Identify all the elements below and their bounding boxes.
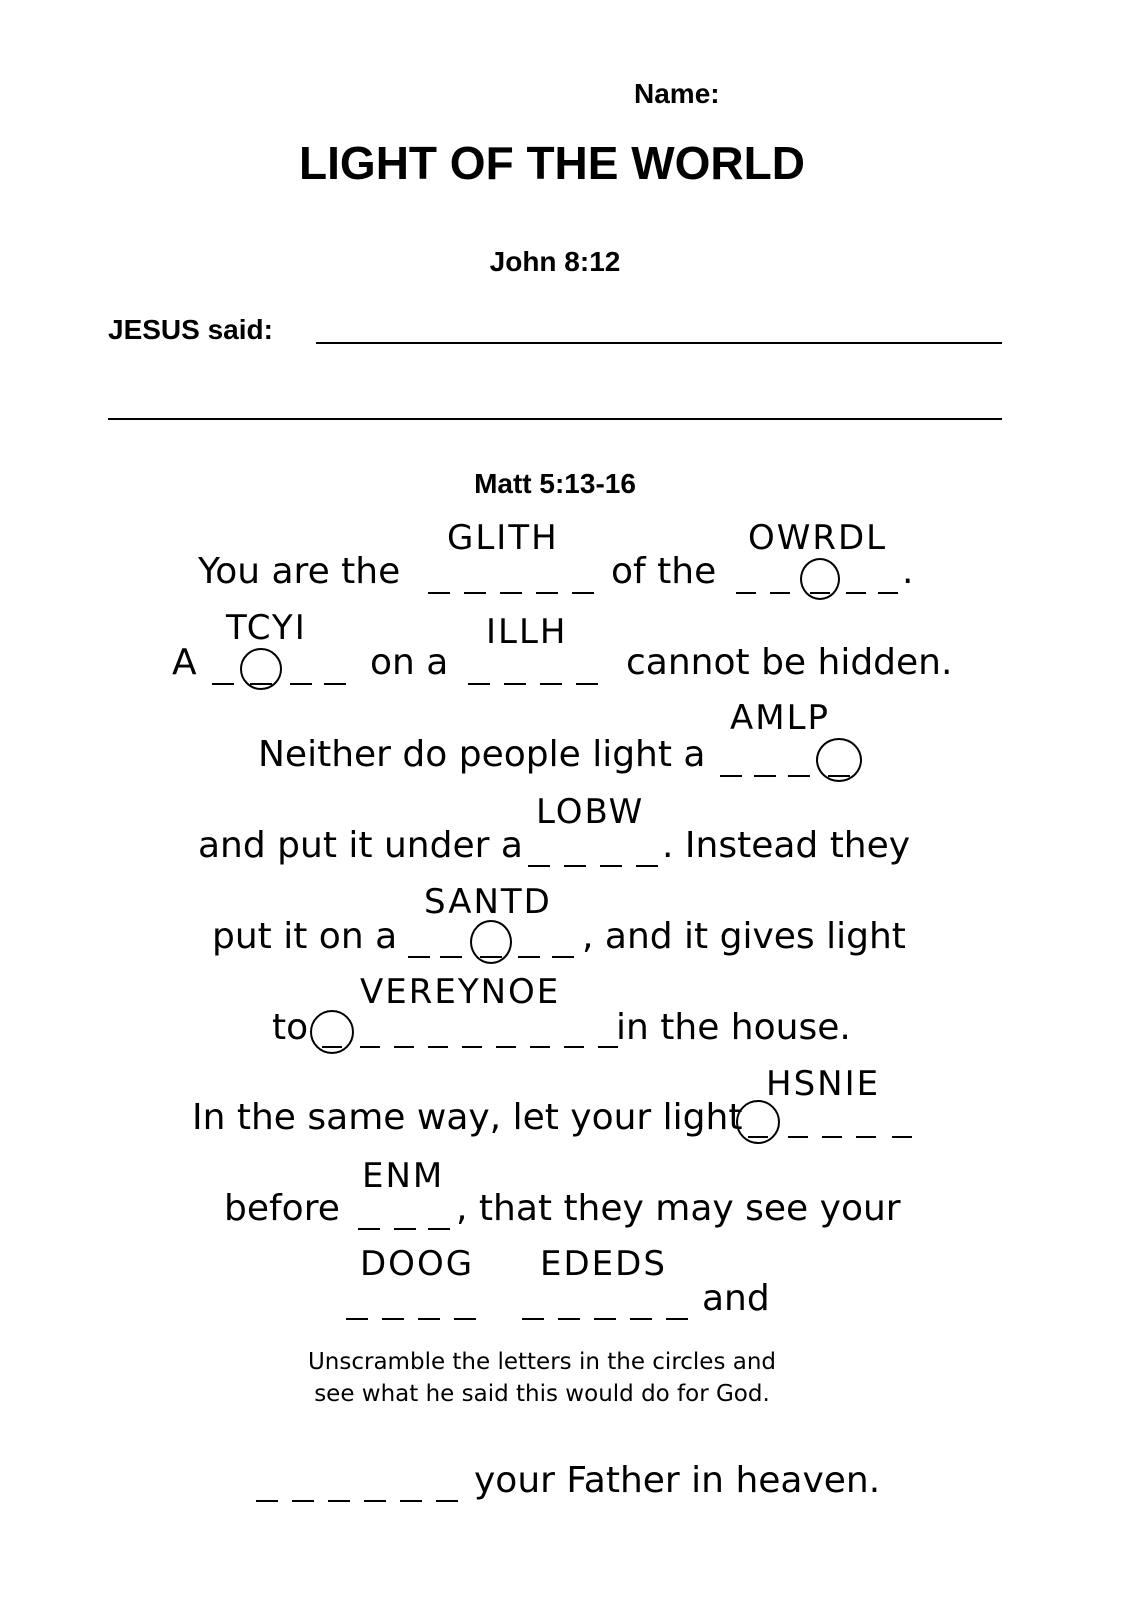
instructions-line-2: see what he said this would do for God. — [314, 1381, 770, 1407]
verse-text: before — [224, 1188, 340, 1229]
scramble-stand: SANTD — [424, 882, 552, 922]
name-label: Name: — [634, 78, 720, 109]
matthew-reference: Matt 5:13-16 — [474, 468, 636, 499]
instructions — [0, 1346, 1084, 1410]
verse-text: in the house. — [616, 1007, 851, 1048]
verse-text: , that they may see your — [456, 1188, 901, 1229]
verse-text: . Instead they — [662, 825, 911, 866]
answer-line-2[interactable] — [108, 418, 1002, 420]
scramble-bowl: LOBW — [536, 792, 645, 832]
verse-text: to — [272, 1007, 309, 1048]
scramble-everyone: VEREYNOE — [360, 972, 561, 1012]
scramble-hill: ILLH — [486, 612, 568, 652]
scramble-deeds: EDEDS — [540, 1244, 667, 1284]
scramble-good: DOOG — [360, 1244, 475, 1284]
verse-text: You are the — [198, 551, 401, 592]
final-text: your Father in heaven. — [474, 1460, 881, 1501]
verse-text: , and it gives light — [582, 916, 906, 957]
verse-text: and put it under a — [198, 825, 523, 866]
verse-text: cannot be hidden. — [626, 642, 953, 683]
scramble-men: ENM — [362, 1156, 445, 1196]
page-title: LIGHT OF THE WORLD — [299, 137, 805, 189]
verse-text: . — [902, 551, 914, 592]
verse-text: A — [172, 642, 197, 683]
answer-line-1[interactable] — [316, 342, 1002, 344]
jesus-said-label: JESUS said: — [108, 314, 273, 345]
scramble-lamp: AMLP — [730, 698, 831, 738]
verse-text: Neither do people light a — [258, 734, 706, 775]
verse-text: on a — [370, 642, 449, 683]
verse-text: In the same way, let your light — [192, 1097, 743, 1138]
scramble-shine: HSNIE — [766, 1064, 881, 1104]
verse-text: put it on a — [212, 916, 398, 957]
verse-text: of the — [611, 551, 717, 592]
verse-text: and — [702, 1278, 770, 1319]
scramble-light: GLITH — [447, 518, 559, 558]
instructions-line-1: Unscramble the letters in the circles and — [307, 1349, 777, 1375]
scramble-city: TCYI — [226, 608, 307, 648]
john-reference: John 8:12 — [489, 246, 621, 277]
scramble-world: OWRDL — [748, 518, 888, 558]
